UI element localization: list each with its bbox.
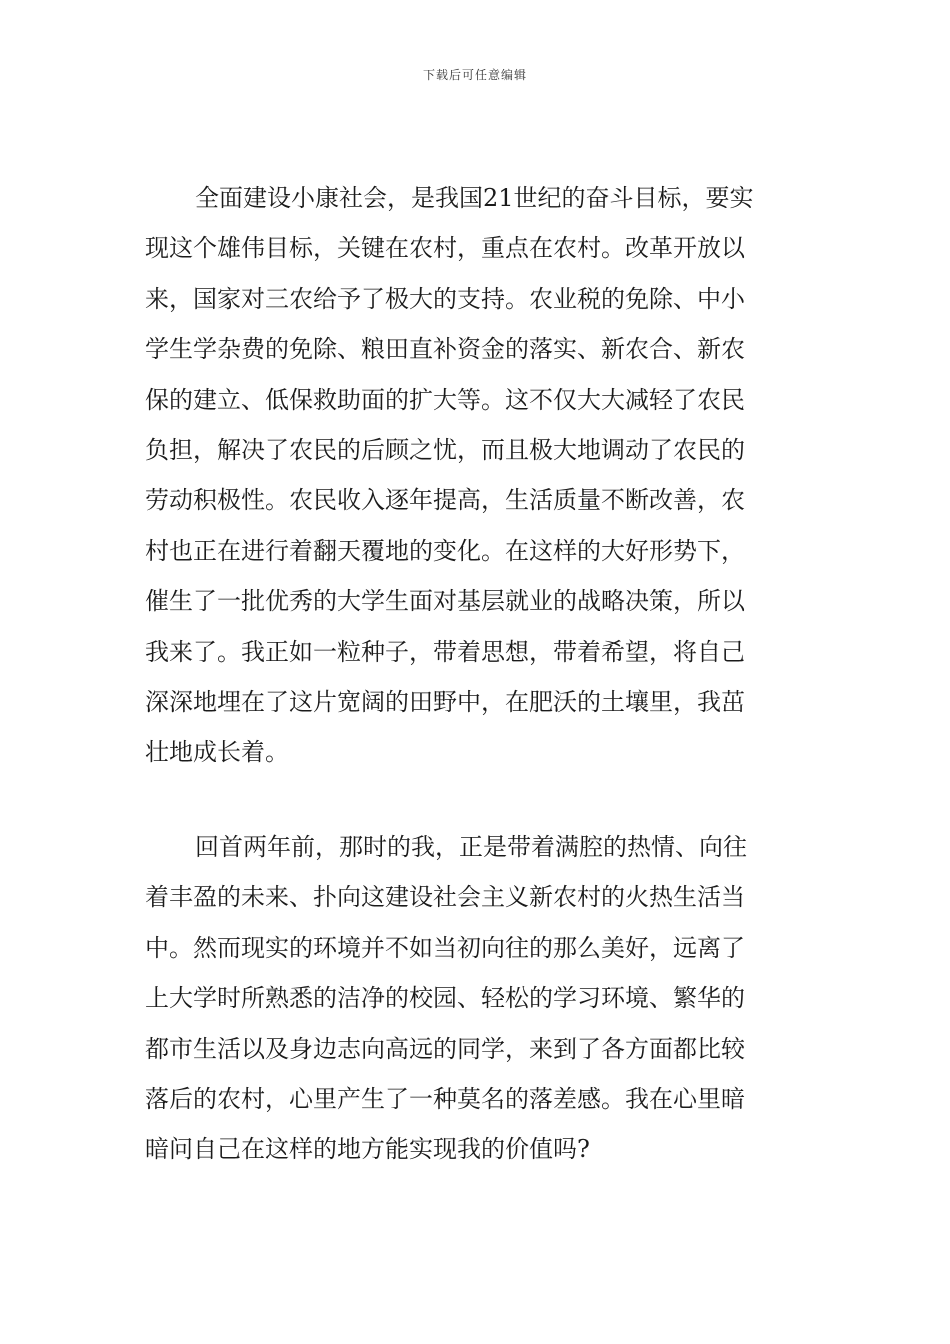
text-line: 壮地成长着。 bbox=[145, 738, 289, 767]
text-line: 负担，解决了农民的后顾之忧，而且极大地调动了农民的 bbox=[145, 435, 745, 464]
text-line: 中。然而现实的环境并不如当初向往的那么美好，远离了 bbox=[145, 933, 745, 962]
text-line: 学生学杂费的免除、粮田直补资金的落实、新农合、新农 bbox=[145, 335, 745, 364]
text-line: 来，国家对三农给予了极大的支持。农业税的免除、中小 bbox=[145, 284, 745, 313]
text-line: 我来了。我正如一粒种子，带着思想，带着希望，将自己 bbox=[145, 637, 745, 666]
text-line: 深深地埋在了这片宽阔的田野中，在肥沃的土壤里，我茁 bbox=[145, 687, 745, 716]
text-line: 暗问自己在这样的地方能实现我的价值吗? bbox=[145, 1135, 590, 1164]
text-line: 落后的农村，心里产生了一种莫名的落差感。我在心里暗 bbox=[145, 1084, 745, 1113]
page-header: 下载后可任意编辑 bbox=[422, 68, 527, 82]
text-line: 回首两年前，那时的我，正是带着满腔的热情、向往 bbox=[195, 833, 747, 861]
paragraph-1 bbox=[145, 173, 807, 778]
text-line: 都市生活以及身边志向高远的同学，来到了各方面都比较 bbox=[145, 1034, 745, 1063]
text-line: 上大学时所熟悉的洁净的校园、轻松的学习环境、繁华的 bbox=[145, 984, 745, 1013]
text-line: 现这个雄伟目标，关键在农村，重点在农村。改革开放以 bbox=[145, 234, 745, 263]
text-line: 催生了一批优秀的大学生面对基层就业的战略决策，所以 bbox=[145, 587, 745, 616]
text-line: 村也正在进行着翻天覆地的变化。在这样的大好形势下， bbox=[145, 536, 745, 565]
text-line: 保的建立、低保救助面的扩大等。这不仅大大减轻了农民 bbox=[145, 385, 745, 414]
text-line: 着丰盈的未来、扑向这建设社会主义新农村的火热生活当 bbox=[145, 883, 745, 912]
paragraph-2 bbox=[145, 822, 807, 1175]
text-line: 劳动积极性。农民收入逐年提高，生活质量不断改善，农 bbox=[145, 486, 745, 515]
text-line: 全面建设小康社会，是我国21世纪的奋斗目标，要实 bbox=[195, 184, 754, 212]
